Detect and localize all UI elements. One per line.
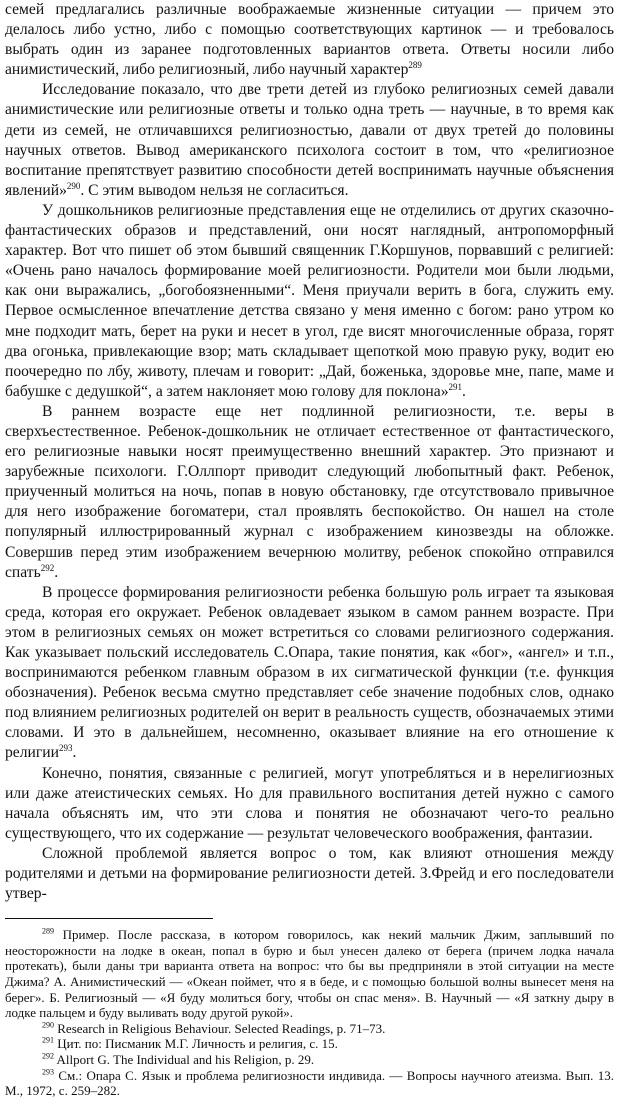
footnote-291: $^{291}$ Цит. по: Писманик М.Г. Личность и религия, с. 15. xyxy=(42,1036,338,1052)
footnote-ref-289[interactable]: 289 xyxy=(408,60,422,71)
paragraph-4: В раннем возрасте еще нет подлинной религиозности, т.е. веры в сверхъестественное. Ребенок-дошкольник не отличает естественное от фантастического, его религиозные навыки носят преимущественно внешний характер. Это признают и зарубежные психологи. Г.Оллпорт приводит следующий любопытный факт. Ребенок, приученный молиться на ночь, попав в новую обстановку, где отсутствовало привычное для него изображение богоматери, стал проявлять беспокойство. Он нашел на столе популярный иллюстрированный журнал с изображением кинозвезды на обложке. Совершив перед этим изображением вечернюю молитву, ребенок спокойно отправился спать$^{292}$. xyxy=(5,402,614,581)
paragraph-1: семей предлагались различные воображаемые жизненные ситуации — причем это делалось либо устно, либо с помощью соответствующих картинок — и требовалось выбрать один из заранее подготовленных вариантов ответа. Ответы носили либо анимистический, либо религиозный, либо научный характер$^{289}$ xyxy=(5,1,614,79)
footnote-290: $^{290}$ Research in Religious Behaviour. Selected Readings, p. 71–73. xyxy=(42,1020,386,1036)
paragraph-7: Сложной проблемой является вопрос о том, как влияют отношения между родителями и детьми на формирование религиозности детей. З.Фрейд и его последователи утвер- xyxy=(5,844,614,903)
footnote-289: $^{289}$ Пример. После рассказа, в котором говорилось, как некий мальчик Джим, заплывший по неосторожности на лодке в океан, попал в бурю и был унесен далеко от берега (причем лодка начала протекать), были даны три варианта ответа на вопрос: что бы вы предприняли в этой ситуации на месте Джима? А. Анимистический — «Океан поймет, что я в беде, и с помощью большой волны вынесет меня на берег». Б. Религиозный — «Я буду молиться богу, чтобы он спас меня». В. Научный — «Я заткну дыру в лодке пальцем и буду выливать воду другой рукой». xyxy=(5,926,614,1021)
paragraph-6: Конечно, понятия, связанные с религией, могут употребляться и в нерелигиозных или даже атеистических семьях. Но для правильного воспитания детей нужно с самого начала объяснять им, что эти слова и понятия не обозначают чего-то реально существующего, что их содержание — результат человеческого воображения, фантазии. xyxy=(5,764,614,842)
footnote-ref-291[interactable]: 291 xyxy=(448,381,462,392)
footnotes xyxy=(5,927,614,1099)
footnote-ref-293[interactable]: 293 xyxy=(58,743,73,754)
paragraph-2: Исследование показало, что две трети детей из глубоко религиозных семей давали анимистические или религиозные ответы и только одна треть — научные, в то время как дети из семей, не отличавшихся религиозностью, давали от двух третей до половины научных ответов. Вывод американского психолога состоит в том, что «религиозное воспитание препятствует развитию способности детей воспринимать научные объяснения явлений»$^{290}$. С этим выводом нельзя не согласиться. xyxy=(5,81,614,199)
footnote-ref-290[interactable]: 290 xyxy=(66,180,81,191)
footnote-292: $^{292}$ Allport G. The Individual and his Religion, p. 29. xyxy=(42,1051,315,1067)
paragraph-5: В процессе формирования религиозности ребенка большую роль играет та языковая среда, которая его окружает. Ребенок овладевает языком в самом раннем возрасте. При этом в религиозных семьях он может встретиться со словами религиозного содержания. Как указывает польский исследователь С.Опара, такие понятия, как «бог», «ангел» и т.п., воспринимаются ребенком главным образом в их сигматической функции (т.е. функция обозначения). Ребенок весьма смутно представляет себе значение подобных слов, однако под влиянием религиозных родителей он верит в реальность существ, обозначаемых этими словами. И это в дальнейшем, несомненно, оказывает влияние на его отношение к религии$^{293}$. xyxy=(5,583,614,762)
main-text xyxy=(5,0,614,904)
footnote-ref-292[interactable]: 292 xyxy=(40,562,55,573)
paragraph-3: У дошкольников религиозные представления еще не отделились от других сказочно-фантастических образов и представлений, они носят наглядный, антропоморфный характер. Вот что пишет об этом бывший священник Г.Коршунов, порвавший с религией: «Очень рано началось формирование моей религиозности. Родители мои были людьми, как они выражались, „богобоязненными“. Меня приучали верить в бога, служить ему. Первое осмысленное впечатление детства связано у меня именно с богом: рано утром ко мне подходит мать, берет на руки и несет в угол, где висят многочисленные образа, горят два огонька, привлекающие взор; мать складывает щепоткой мою правую руку, водит ею поочередно по лбу, животу, плечам и говорит: „Дай, боженька, здоровье мне, папе, маме и бабушке с дедушкой“, а затем наклоняет мою голову для поклона»$^{291}$. xyxy=(5,201,614,400)
footnote-293: $^{293}$ См.: Опара С. Язык и проблема религиозности индивида. — Вопросы научного атеизма. Вып. 13. М., 1972, с. 259–282. xyxy=(5,1067,614,1099)
footnote-separator xyxy=(5,918,213,919)
